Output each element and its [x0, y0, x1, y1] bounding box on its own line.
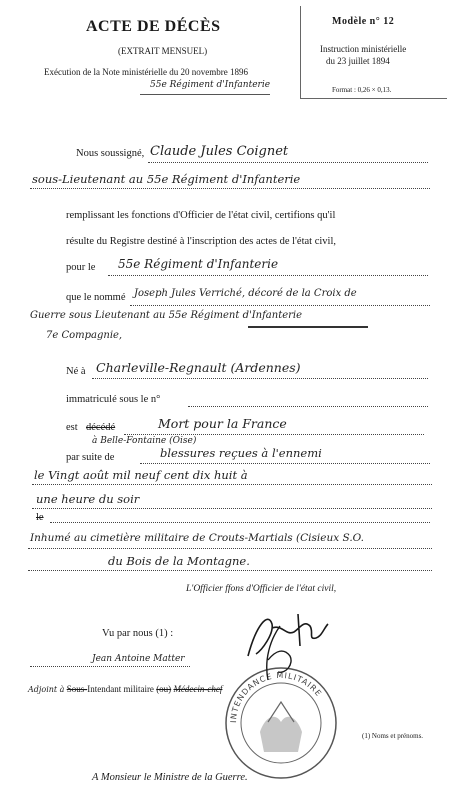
- soussigne-dotted-line: [148, 162, 428, 163]
- le-label: le: [36, 512, 44, 523]
- est-label: est: [66, 422, 78, 433]
- immatricule-dotted-line: [188, 406, 428, 407]
- lieu-value: à Belle-Fontaine (Oise): [92, 436, 197, 446]
- adjoint-line: [28, 684, 222, 694]
- immatricule-label: immatriculé sous le n°: [66, 394, 161, 405]
- ne-value: Charleville-Regnault (Ardennes): [96, 360, 301, 375]
- medecin-struck: Médecin-chef: [173, 684, 223, 694]
- stamp-text: INTENDANCE MILITAIRE: [228, 670, 324, 724]
- suite-dotted-line: [140, 463, 430, 464]
- intendant-signature: [250, 620, 310, 690]
- nomme-line-3: 7e Compagnie,: [46, 330, 123, 341]
- inhume-dotted-line-2: [28, 570, 432, 571]
- ne-label: Né à: [66, 366, 86, 377]
- pour-le-label: pour le: [66, 262, 96, 273]
- vu-par-label: Vu par nous (1) :: [102, 628, 174, 639]
- adjoint-prefix: Adjoint à: [28, 685, 65, 694]
- model-number: Modèle n° 12: [332, 16, 395, 27]
- resulte-line: résulte du Registre destiné à l'inscription des actes de l'état civil,: [66, 236, 336, 247]
- instruction-line-1: Instruction ministérielle: [320, 44, 407, 54]
- nomme-label: que le nommé: [66, 292, 126, 303]
- intendant-label: Intendant militaire: [87, 684, 154, 694]
- noms-prenoms-note: (1) Noms et prénoms.: [362, 732, 424, 740]
- rank-dotted-line: [30, 188, 430, 189]
- inhume-line-2: du Bois de la Montagne.: [108, 554, 250, 568]
- date-line-1: le Vingt août mil neuf cent dix huit à: [34, 468, 248, 482]
- soussigne-rank: sous-Lieutenant au 55e Régiment d'Infanterie: [32, 172, 301, 186]
- nomme-dotted-line: [130, 305, 430, 306]
- nomme-underline: [248, 326, 368, 328]
- date-dotted-line-1: [32, 484, 432, 485]
- regiment-handwritten: 55e Régiment d'Infanterie: [150, 80, 271, 90]
- vu-par-dotted-line: [30, 666, 190, 667]
- est-dotted-line: [124, 434, 424, 435]
- soussigne-name: Claude Jules Coignet: [150, 144, 289, 159]
- suite-value: blessures reçues à l'ennemi: [160, 446, 322, 460]
- date-line-2: une heure du soir: [36, 492, 140, 506]
- instruction-line-2: du 23 juillet 1894: [326, 56, 390, 66]
- document-subtitle: (EXTRAIT MENSUEL): [118, 46, 208, 56]
- le-dotted-line: [50, 522, 430, 523]
- ne-dotted-line: [92, 378, 428, 379]
- header-underline: [140, 94, 270, 95]
- destinataire: A Monsieur le Ministre de la Guerre.: [92, 772, 248, 783]
- inhume-line-1: Inhumé au cimetière militaire de Crouts-Martials (Cisieux S.O.: [30, 532, 364, 544]
- pour-le-value: 55e Régiment d'Infanterie: [118, 257, 279, 271]
- date-dotted-line-2: [32, 508, 432, 509]
- vu-par-name: Jean Antoine Matter: [92, 654, 185, 664]
- officier-label: L'Officier ffons d'Officier de l'état civil,: [186, 584, 337, 594]
- format-note: Format : 0,26 × 0,13.: [332, 86, 392, 94]
- suite-label: par suite de: [66, 452, 115, 463]
- document-title: ACTE DE DÉCÈS: [86, 18, 221, 35]
- nomme-line-2: Guerre sous Lieutenant au 55e Régiment d'Infanterie: [30, 310, 303, 321]
- ou-label: (ou): [156, 684, 172, 694]
- pour-le-dotted-line: [108, 275, 428, 276]
- inhume-dotted-line-1: [28, 548, 432, 549]
- execution-note: Exécution de la Note ministérielle du 20 novembre 1896: [44, 67, 248, 77]
- soussigne-label: Nous soussigné,: [76, 148, 145, 159]
- est-struck: décédé: [86, 422, 116, 433]
- nomme-value: Joseph Jules Verriché, décoré de la Croix de: [134, 288, 357, 299]
- sous-struck: Sous-: [66, 684, 88, 694]
- est-value: Mort pour la France: [158, 416, 287, 431]
- remplissant-line: remplissant les fonctions d'Officier de l'état civil, certifions qu'il: [66, 210, 336, 221]
